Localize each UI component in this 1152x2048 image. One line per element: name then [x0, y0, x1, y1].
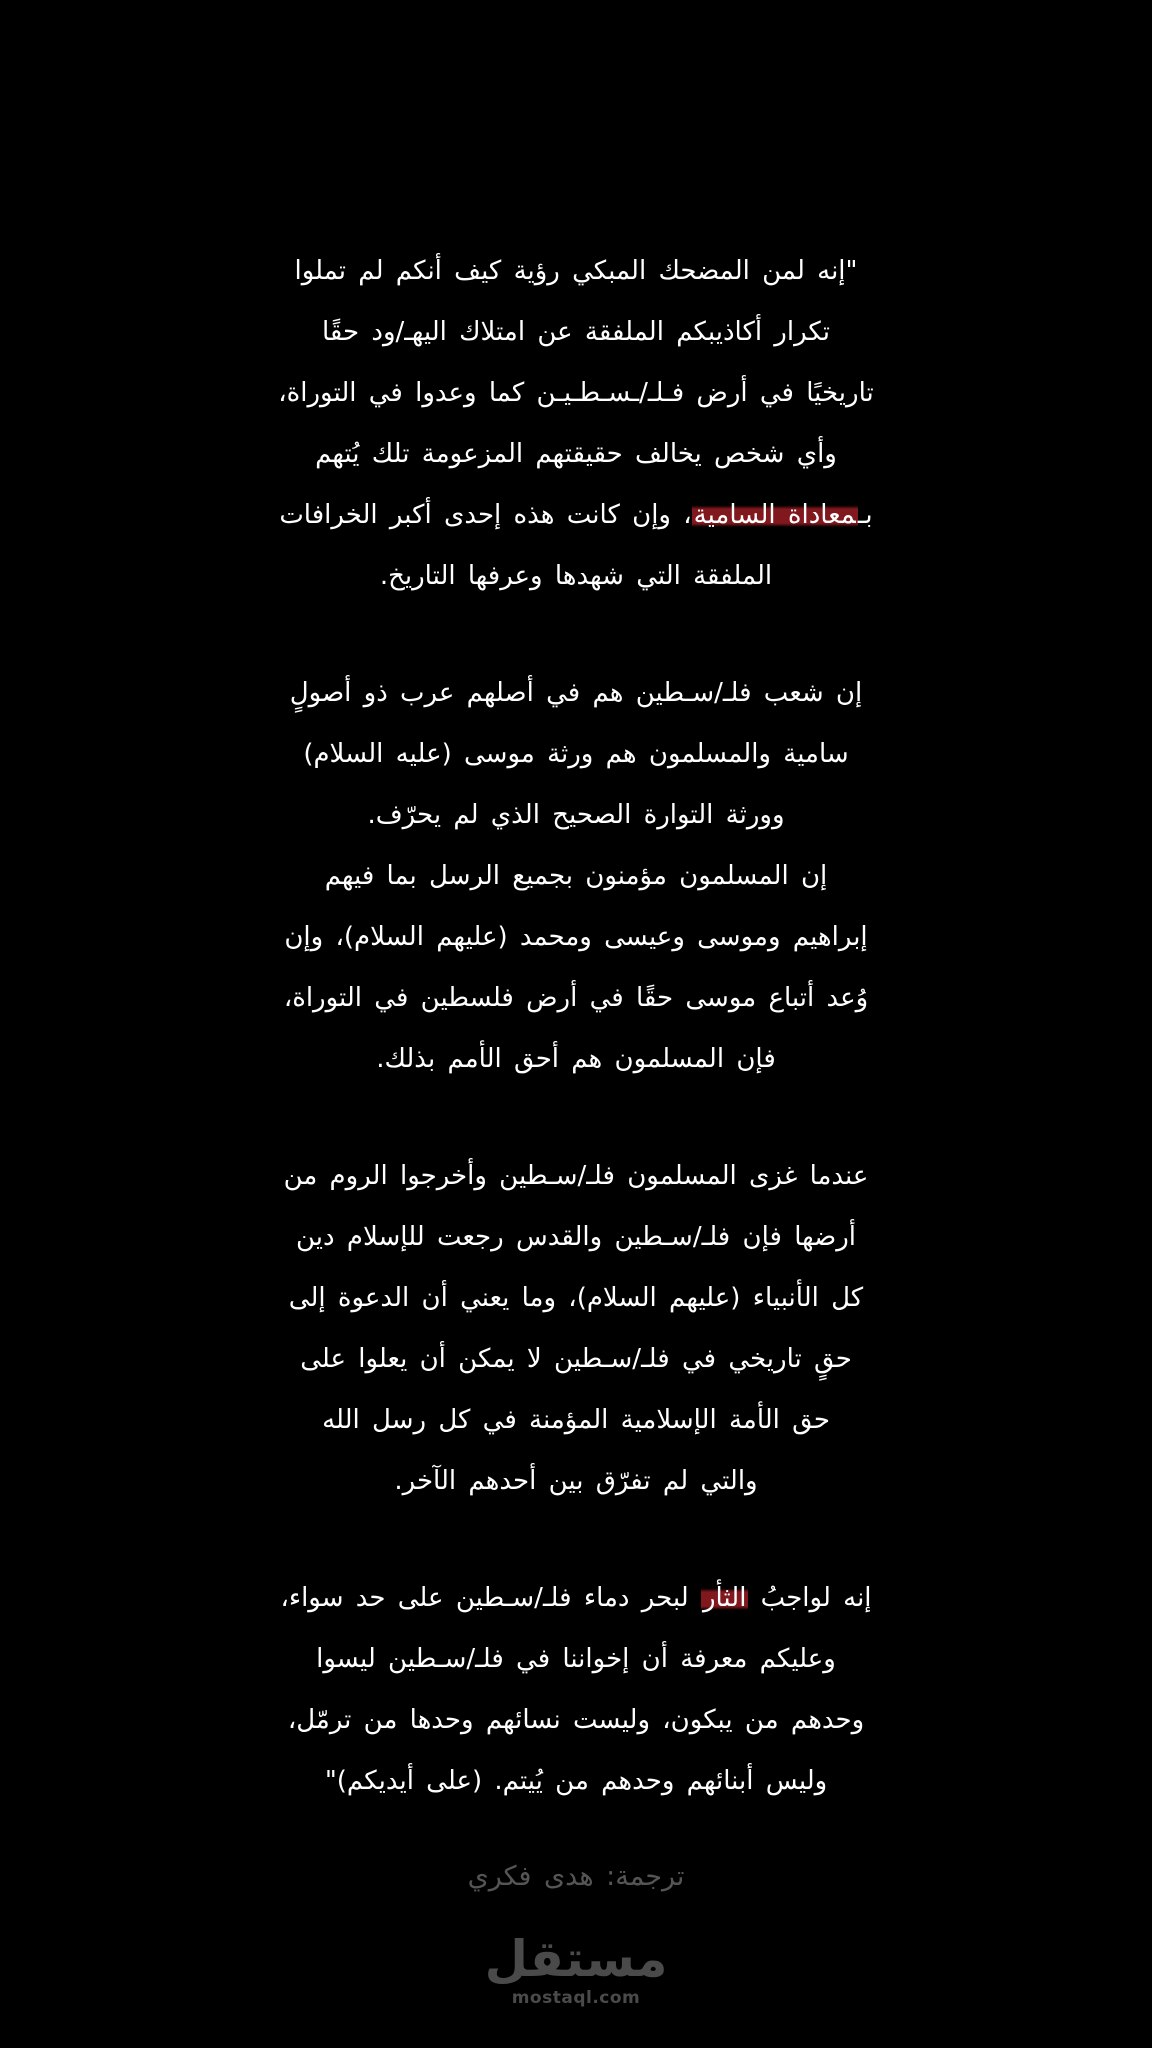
text-line: سامية والمسلمون هم ورثة موسى (عليه السلام)	[303, 739, 849, 769]
paragraph-2	[250, 663, 902, 1090]
logo-arabic-text: مستقل	[484, 1930, 668, 1988]
text-line: وأي شخص يخالف حقيقتهم المزعومة تلك يُتهم	[315, 439, 837, 469]
text-line: وليس أبنائهم وحدهم من يُيتم. (على أيديكم)"	[324, 1766, 828, 1796]
text-line: وعليكم معرفة أن إخواننا في فلـ/سـطين ليسوا	[316, 1644, 836, 1674]
logo-latin-text: mostaql.com	[511, 1988, 641, 2008]
translator-credit: ترجمة: هدى فكري	[467, 1861, 685, 1892]
text-line: حق الأمة الإسلامية المؤمنة في كل رسل الله	[322, 1405, 830, 1435]
text-line: إن شعب فلـ/سـطين هم في أصلهم عرب ذو أصولٍ	[289, 678, 863, 708]
text-segment: إنه لواجبُ	[748, 1583, 872, 1613]
text-line: إن المسلمون مؤمنون بجميع الرسل بما فيهم	[324, 861, 828, 891]
text-line: إبراهيم وموسى وعيسى ومحمد (عليهم السلام)، وإن	[284, 922, 868, 952]
text-line: تكرار أكاذيبكم الملفقة عن امتلاك اليهـ/ود حقًا	[321, 317, 831, 347]
text-segment: لبحر دماء فلـ/سـطين على حد سواء،	[280, 1583, 701, 1613]
text-line: والتي لم تفرّق بين أحدهم الآخر.	[394, 1466, 758, 1496]
text-line: وُعد أتباع موسى حقًا في أرض فلسطين في التوراة،	[283, 983, 869, 1013]
paragraph-1	[250, 241, 902, 607]
text-line: الملفقة التي شهدها وعرفها التاريخ.	[379, 561, 773, 591]
text-line: أرضها فإن فلـ/سـطين والقدس رجعت للإسلام دين	[296, 1222, 856, 1252]
highlighted-phrase: معاداة السامية	[693, 500, 856, 530]
text-segment: ، وإن كانت هذه إحدى أكبر الخرافات	[279, 500, 692, 530]
paragraph-3	[250, 1146, 902, 1512]
text-line: عندما غزى المسلمون فلـ/سـطين وأخرجوا الروم من	[283, 1161, 869, 1191]
text-line	[250, 1568, 902, 1629]
text-line: تاريخيًا في أرض فـلـ/ـسـطـيـن كما وعدوا في التوراة،	[278, 378, 874, 408]
text-line: وورثة التوارة الصحيح الذي لم يحرّف.	[367, 800, 785, 830]
text-segment: بـ	[857, 500, 873, 530]
text-line: حقٍ تاريخي في فلـ/سـطين لا يمكن أن يعلوا على	[300, 1344, 852, 1374]
mostaql-logo	[476, 1930, 676, 2008]
text-line: "إنه لمن المضحك المبكي رؤية كيف أنكم لم تملوا	[294, 256, 858, 286]
text-line: فإن المسلمون هم أحق الأمم بذلك.	[376, 1044, 776, 1074]
text-line: وحدهم من يبكون، وليست نسائهم وحدها من ترمّل،	[287, 1705, 865, 1735]
text-line	[250, 485, 902, 546]
highlighted-phrase: الثأر	[702, 1583, 747, 1613]
text-line: كل الأنبياء (عليهم السلام)، وما يعني أن الدعوة إلى	[288, 1283, 864, 1313]
paragraph-4	[250, 1568, 902, 1812]
